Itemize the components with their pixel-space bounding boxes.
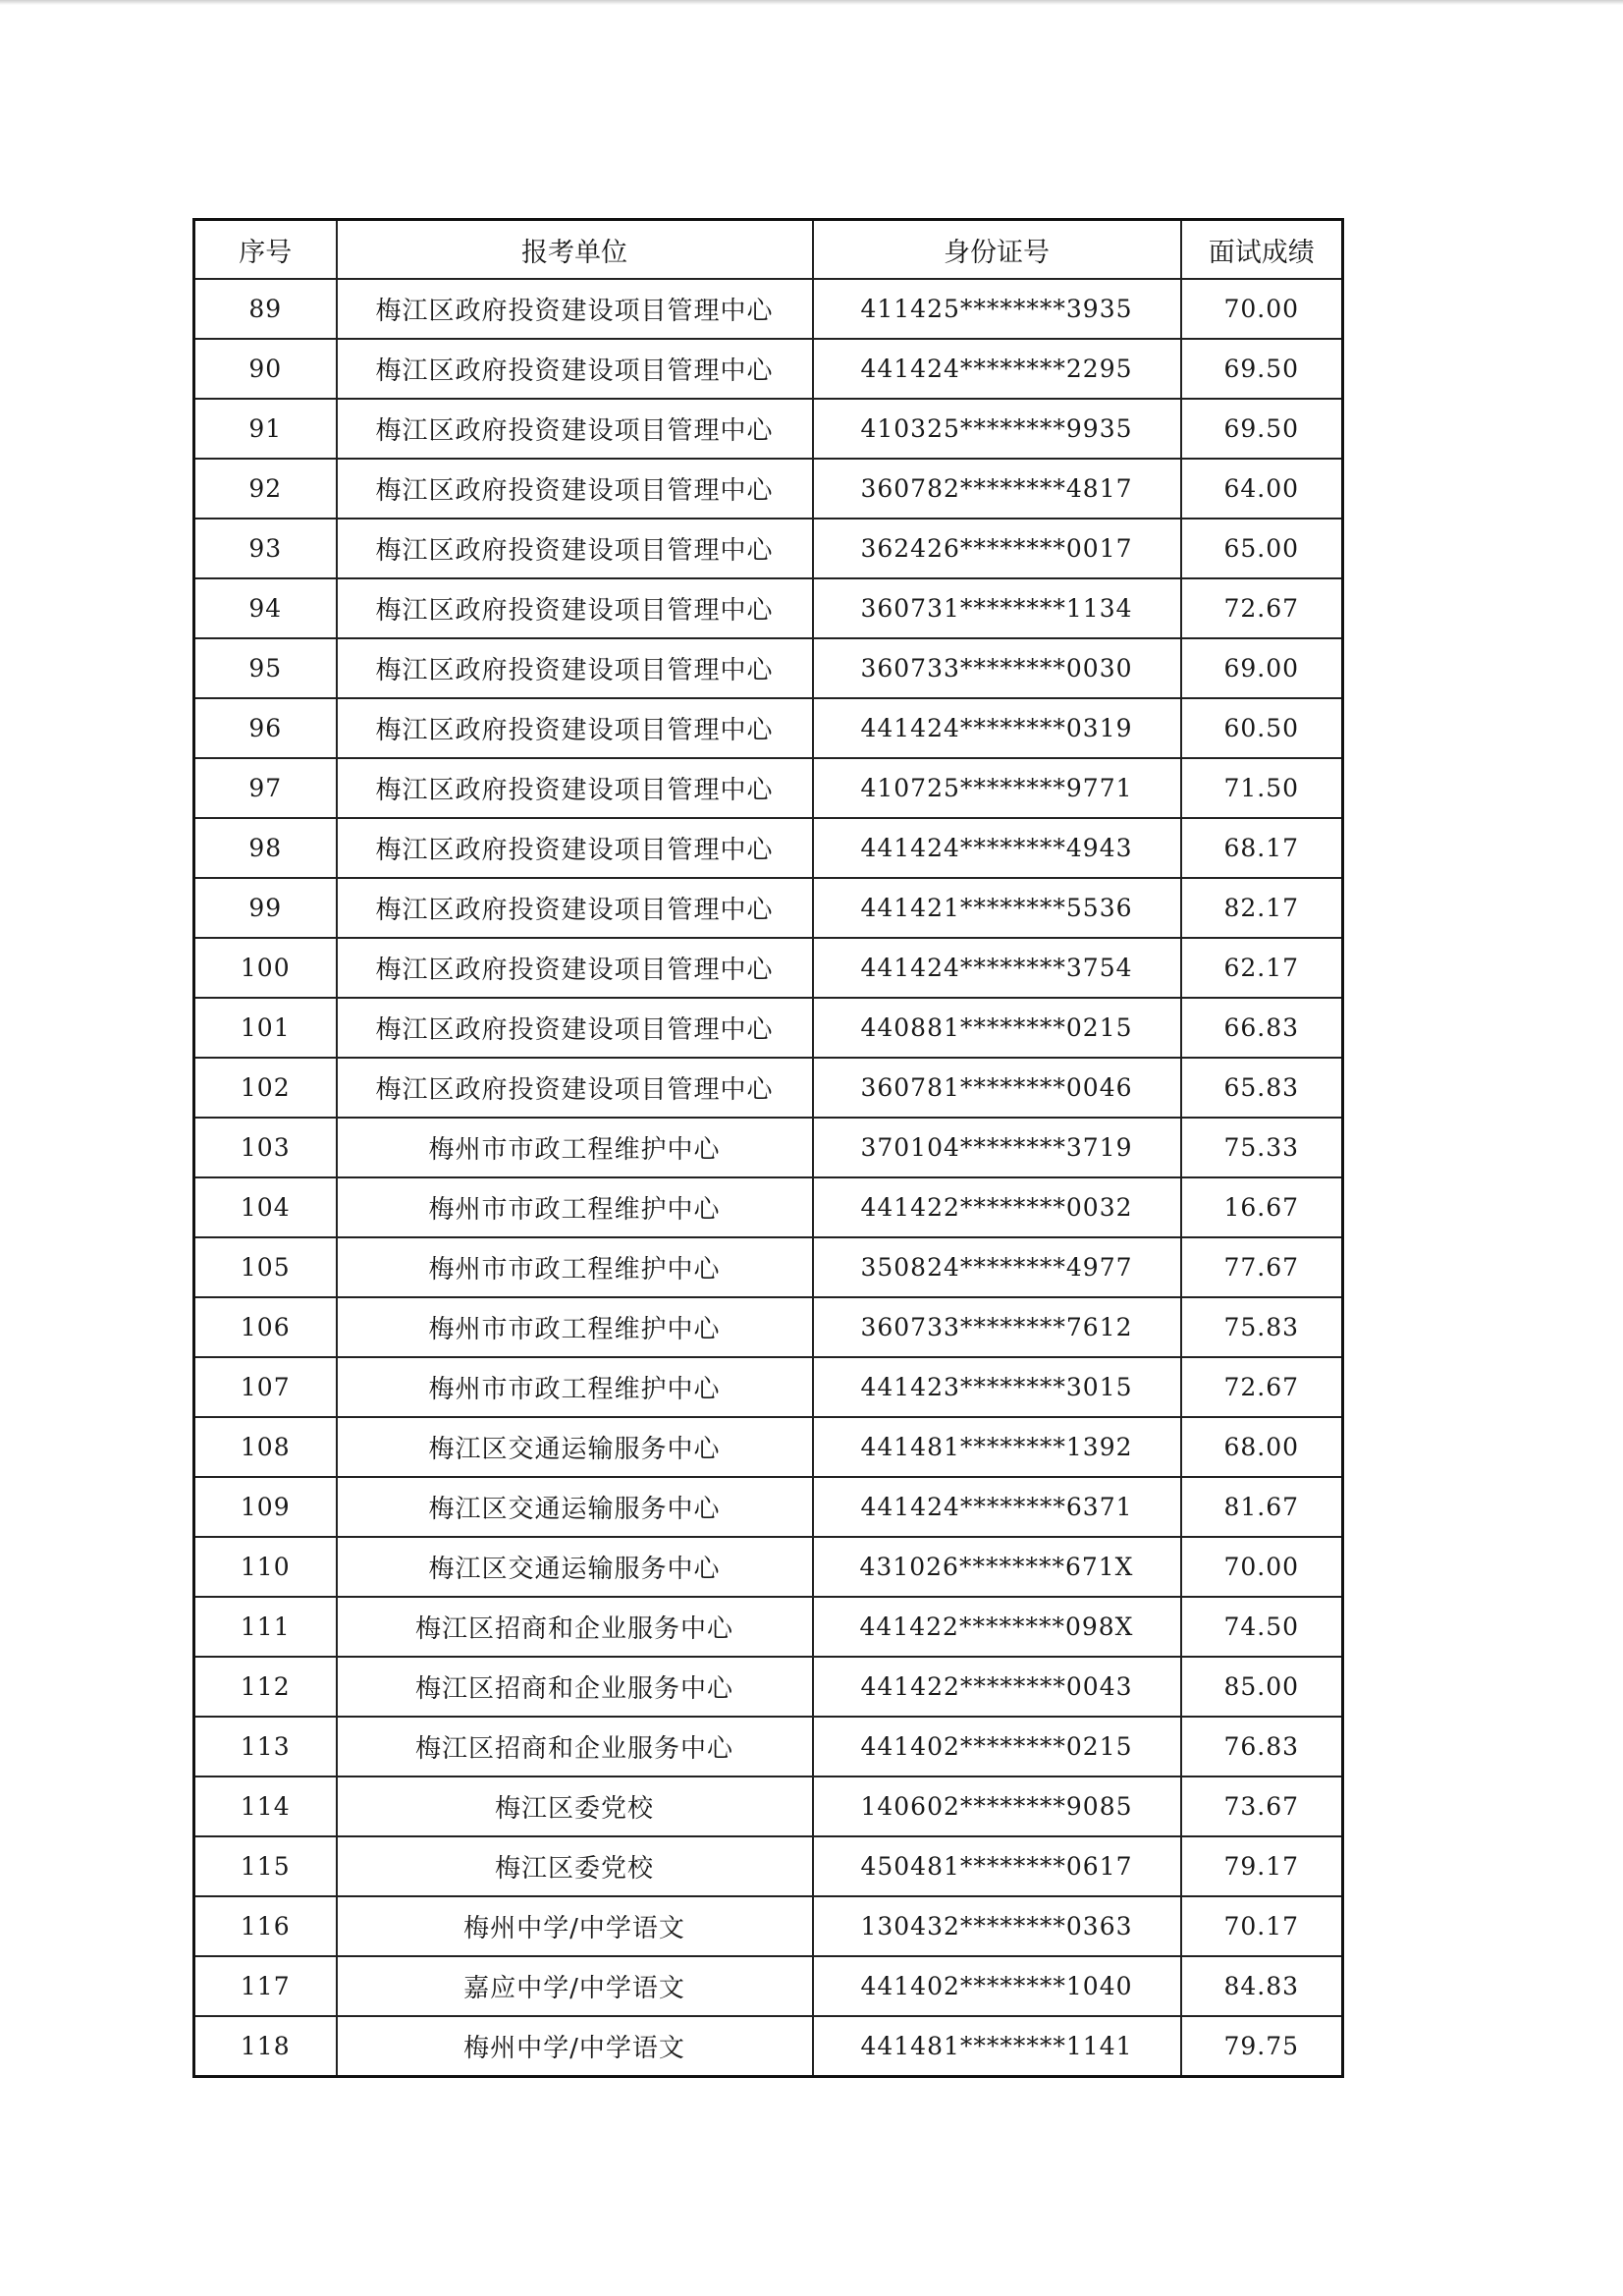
cell-applied-unit: 梅江区政府投资建设项目管理中心	[337, 339, 813, 399]
cell-interview-score: 77.67	[1181, 1237, 1343, 1297]
cell-serial-number: 118	[194, 2016, 337, 2077]
cell-applied-unit: 梅江区政府投资建设项目管理中心	[337, 578, 813, 638]
cell-interview-score: 62.17	[1181, 938, 1343, 998]
header-id-number: 身份证号	[813, 220, 1181, 280]
interview-score-table	[192, 218, 1344, 2078]
table-row	[194, 1777, 1343, 1836]
cell-serial-number: 100	[194, 938, 337, 998]
cell-serial-number: 106	[194, 1297, 337, 1357]
table-row	[194, 399, 1343, 459]
cell-serial-number: 93	[194, 519, 337, 578]
cell-id-number: 441402********1040	[813, 1956, 1181, 2016]
table-row	[194, 1477, 1343, 1537]
cell-applied-unit: 梅州中学/中学语文	[337, 1896, 813, 1956]
cell-applied-unit: 梅江区招商和企业服务中心	[337, 1597, 813, 1657]
table-row	[194, 1657, 1343, 1717]
cell-id-number: 411425********3935	[813, 279, 1181, 339]
table-row	[194, 1956, 1343, 2016]
cell-id-number: 410725********9771	[813, 758, 1181, 818]
cell-applied-unit: 梅江区交通运输服务中心	[337, 1477, 813, 1537]
table-row	[194, 818, 1343, 878]
table-row	[194, 758, 1343, 818]
cell-applied-unit: 梅州市市政工程维护中心	[337, 1118, 813, 1177]
cell-applied-unit: 梅江区招商和企业服务中心	[337, 1717, 813, 1777]
cell-id-number: 441424********4943	[813, 818, 1181, 878]
score-sheet	[192, 218, 1341, 2078]
cell-id-number: 440881********0215	[813, 998, 1181, 1058]
cell-applied-unit: 梅江区政府投资建设项目管理中心	[337, 1058, 813, 1118]
cell-serial-number: 114	[194, 1777, 337, 1836]
scan-edge	[0, 0, 1623, 5]
cell-id-number: 441424********0319	[813, 698, 1181, 758]
cell-interview-score: 70.00	[1181, 279, 1343, 339]
cell-interview-score: 82.17	[1181, 878, 1343, 938]
cell-id-number: 410325********9935	[813, 399, 1181, 459]
cell-applied-unit: 梅江区政府投资建设项目管理中心	[337, 459, 813, 519]
cell-applied-unit: 梅州市市政工程维护中心	[337, 1357, 813, 1417]
cell-applied-unit: 梅江区交通运输服务中心	[337, 1537, 813, 1597]
cell-serial-number: 99	[194, 878, 337, 938]
cell-id-number: 441423********3015	[813, 1357, 1181, 1417]
cell-serial-number: 98	[194, 818, 337, 878]
table-row	[194, 998, 1343, 1058]
table-row	[194, 279, 1343, 339]
cell-interview-score: 72.67	[1181, 578, 1343, 638]
cell-id-number: 441481********1392	[813, 1417, 1181, 1477]
cell-applied-unit: 嘉应中学/中学语文	[337, 1956, 813, 2016]
cell-serial-number: 108	[194, 1417, 337, 1477]
cell-serial-number: 104	[194, 1177, 337, 1237]
cell-applied-unit: 梅江区政府投资建设项目管理中心	[337, 279, 813, 339]
cell-id-number: 441481********1141	[813, 2016, 1181, 2077]
cell-id-number: 140602********9085	[813, 1777, 1181, 1836]
cell-id-number: 370104********3719	[813, 1118, 1181, 1177]
cell-interview-score: 60.50	[1181, 698, 1343, 758]
cell-serial-number: 101	[194, 998, 337, 1058]
cell-interview-score: 70.00	[1181, 1537, 1343, 1597]
cell-interview-score: 16.67	[1181, 1177, 1343, 1237]
table-row	[194, 1896, 1343, 1956]
table-row	[194, 1357, 1343, 1417]
cell-id-number: 360731********1134	[813, 578, 1181, 638]
cell-serial-number: 96	[194, 698, 337, 758]
cell-id-number: 360782********4817	[813, 459, 1181, 519]
cell-id-number: 360733********0030	[813, 638, 1181, 698]
cell-interview-score: 81.67	[1181, 1477, 1343, 1537]
cell-interview-score: 84.83	[1181, 1956, 1343, 2016]
table-row	[194, 638, 1343, 698]
cell-serial-number: 92	[194, 459, 337, 519]
cell-applied-unit: 梅江区政府投资建设项目管理中心	[337, 698, 813, 758]
cell-applied-unit: 梅州市市政工程维护中心	[337, 1297, 813, 1357]
cell-id-number: 360781********0046	[813, 1058, 1181, 1118]
table-row	[194, 1058, 1343, 1118]
cell-id-number: 441421********5536	[813, 878, 1181, 938]
cell-interview-score: 69.00	[1181, 638, 1343, 698]
cell-applied-unit: 梅江区政府投资建设项目管理中心	[337, 878, 813, 938]
cell-interview-score: 85.00	[1181, 1657, 1343, 1717]
cell-serial-number: 102	[194, 1058, 337, 1118]
cell-id-number: 130432********0363	[813, 1896, 1181, 1956]
cell-id-number: 441424********3754	[813, 938, 1181, 998]
table-row	[194, 459, 1343, 519]
cell-interview-score: 64.00	[1181, 459, 1343, 519]
cell-serial-number: 89	[194, 279, 337, 339]
cell-applied-unit: 梅江区政府投资建设项目管理中心	[337, 938, 813, 998]
table-row	[194, 1177, 1343, 1237]
cell-applied-unit: 梅江区委党校	[337, 1777, 813, 1836]
cell-interview-score: 73.67	[1181, 1777, 1343, 1836]
table-header-row	[194, 220, 1343, 280]
cell-interview-score: 69.50	[1181, 399, 1343, 459]
cell-id-number: 441424********6371	[813, 1477, 1181, 1537]
cell-interview-score: 68.00	[1181, 1417, 1343, 1477]
table-row	[194, 339, 1343, 399]
table-row	[194, 698, 1343, 758]
table-row	[194, 1717, 1343, 1777]
cell-id-number: 450481********0617	[813, 1836, 1181, 1896]
table-row	[194, 1537, 1343, 1597]
cell-serial-number: 109	[194, 1477, 337, 1537]
cell-interview-score: 75.33	[1181, 1118, 1343, 1177]
cell-id-number: 441422********0043	[813, 1657, 1181, 1717]
cell-serial-number: 91	[194, 399, 337, 459]
cell-interview-score: 69.50	[1181, 339, 1343, 399]
cell-interview-score: 65.00	[1181, 519, 1343, 578]
table-row	[194, 1297, 1343, 1357]
cell-interview-score: 75.83	[1181, 1297, 1343, 1357]
cell-interview-score: 65.83	[1181, 1058, 1343, 1118]
cell-applied-unit: 梅州中学/中学语文	[337, 2016, 813, 2077]
cell-serial-number: 107	[194, 1357, 337, 1417]
cell-interview-score: 71.50	[1181, 758, 1343, 818]
table-row	[194, 1836, 1343, 1896]
cell-applied-unit: 梅州市市政工程维护中心	[337, 1177, 813, 1237]
cell-serial-number: 113	[194, 1717, 337, 1777]
table-row	[194, 1237, 1343, 1297]
table-row	[194, 1597, 1343, 1657]
table-row	[194, 578, 1343, 638]
cell-applied-unit: 梅江区交通运输服务中心	[337, 1417, 813, 1477]
cell-id-number: 441422********0032	[813, 1177, 1181, 1237]
cell-applied-unit: 梅江区招商和企业服务中心	[337, 1657, 813, 1717]
cell-applied-unit: 梅江区委党校	[337, 1836, 813, 1896]
cell-interview-score: 68.17	[1181, 818, 1343, 878]
cell-interview-score: 70.17	[1181, 1896, 1343, 1956]
table-row	[194, 519, 1343, 578]
cell-applied-unit: 梅江区政府投资建设项目管理中心	[337, 818, 813, 878]
table-row	[194, 1118, 1343, 1177]
cell-applied-unit: 梅江区政府投资建设项目管理中心	[337, 519, 813, 578]
cell-id-number: 441424********2295	[813, 339, 1181, 399]
table-row	[194, 878, 1343, 938]
cell-id-number: 360733********7612	[813, 1297, 1181, 1357]
cell-id-number: 350824********4977	[813, 1237, 1181, 1297]
cell-serial-number: 95	[194, 638, 337, 698]
cell-interview-score: 76.83	[1181, 1717, 1343, 1777]
cell-serial-number: 94	[194, 578, 337, 638]
cell-interview-score: 79.75	[1181, 2016, 1343, 2077]
table-row	[194, 2016, 1343, 2077]
cell-serial-number: 115	[194, 1836, 337, 1896]
cell-interview-score: 66.83	[1181, 998, 1343, 1058]
cell-serial-number: 103	[194, 1118, 337, 1177]
cell-serial-number: 117	[194, 1956, 337, 2016]
cell-applied-unit: 梅江区政府投资建设项目管理中心	[337, 758, 813, 818]
cell-serial-number: 110	[194, 1537, 337, 1597]
cell-serial-number: 90	[194, 339, 337, 399]
cell-id-number: 441422********098X	[813, 1597, 1181, 1657]
header-interview-score: 面试成绩	[1181, 220, 1343, 280]
cell-applied-unit: 梅江区政府投资建设项目管理中心	[337, 998, 813, 1058]
cell-serial-number: 116	[194, 1896, 337, 1956]
header-serial-number: 序号	[194, 220, 337, 280]
cell-applied-unit: 梅州市市政工程维护中心	[337, 1237, 813, 1297]
cell-id-number: 362426********0017	[813, 519, 1181, 578]
cell-serial-number: 112	[194, 1657, 337, 1717]
cell-interview-score: 74.50	[1181, 1597, 1343, 1657]
cell-id-number: 431026********671X	[813, 1537, 1181, 1597]
cell-serial-number: 105	[194, 1237, 337, 1297]
cell-applied-unit: 梅江区政府投资建设项目管理中心	[337, 638, 813, 698]
cell-id-number: 441402********0215	[813, 1717, 1181, 1777]
cell-applied-unit: 梅江区政府投资建设项目管理中心	[337, 399, 813, 459]
table-body	[194, 279, 1343, 2077]
header-applied-unit: 报考单位	[337, 220, 813, 280]
table-row	[194, 938, 1343, 998]
cell-serial-number: 111	[194, 1597, 337, 1657]
cell-interview-score: 72.67	[1181, 1357, 1343, 1417]
cell-interview-score: 79.17	[1181, 1836, 1343, 1896]
table-row	[194, 1417, 1343, 1477]
cell-serial-number: 97	[194, 758, 337, 818]
